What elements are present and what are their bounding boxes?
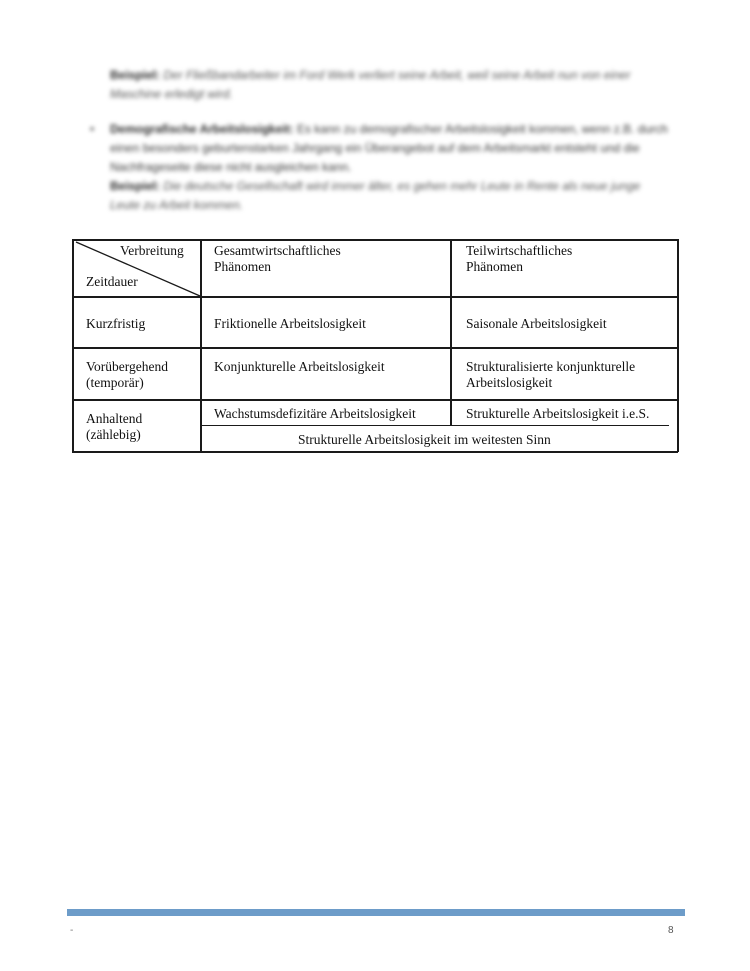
arbeitslosigkeit-table: [70, 235, 680, 455]
cell-friktionelle: Friktionelle Arbeitslosigkeit: [214, 316, 366, 331]
bullet-demografische-arbeitslosigkeit: [90, 120, 670, 215]
example-paragraph: [110, 66, 670, 104]
row-label-voruebergehend: Vorübergehend (temporär): [86, 359, 168, 390]
row-label-anhaltend: Anhaltend (zählebig): [86, 411, 143, 442]
corner-label-verbreitung: Verbreitung: [120, 243, 184, 258]
cell-strukturalisierte: Strukturalisierte konjunkturelle Arbeitslosigkeit: [466, 359, 636, 390]
header-teilwirtschaftlich: Teilwirtschaftliches Phänomen: [466, 243, 573, 274]
cell-strukturelle-weitesten-sinn: Strukturelle Arbeitslosigkeit im weitesten Sinn: [298, 432, 551, 447]
footer-bar: [67, 909, 685, 916]
bullet-example-label: Beispiel:: [110, 179, 161, 193]
cell-strukturelle-ies: Strukturelle Arbeitslosigkeit i.e.S.: [466, 406, 650, 421]
header-gesamtwirtschaftlich: Gesamtwirtschaftliches Phänomen: [214, 243, 341, 274]
table-row-divider-3: [72, 399, 678, 401]
table-border-right: [677, 239, 679, 452]
footer-left-mark: -: [70, 925, 74, 936]
page-number: 8: [668, 925, 674, 936]
bullet-dot: •: [90, 122, 95, 136]
example-text: Der Fließbandarbeiter im Ford Werk verliert seine Arbeit, weil seine Arbeit nun von einer Maschine erledigt wird.: [110, 68, 631, 101]
bullet-text: Es kann zu demografischer Arbeitslosigkeit kommen, wenn z.B. durch einen besonders geburtenstarken Jahrgang ein Überangebot auf dem Arbeitsmarkt entsteht und die Nachfrageseite diese nicht ausgleichen kann.: [110, 122, 668, 174]
table-row-divider-2: [72, 347, 678, 349]
table-col-divider-2: [450, 239, 452, 425]
cell-saisonale: Saisonale Arbeitslosigkeit: [466, 316, 607, 331]
bullet-term: Demografische Arbeitslosigkeit:: [110, 122, 294, 136]
row-label-kurzfristig: Kurzfristig: [86, 316, 146, 331]
bullet-example-text: Die deutsche Gesellschaft wird immer älter, es gehen mehr Leute in Rente als neue junge Leute zu Arbeit kommen.: [110, 179, 641, 212]
corner-label-zeitdauer: Zeitdauer: [86, 274, 138, 289]
cell-wachstumsdefizitaere: Wachstumsdefizitäre Arbeitslosigkeit: [214, 406, 416, 421]
table-span-divider: [201, 425, 669, 426]
table-border-bottom: [72, 451, 678, 453]
cell-konjunkturelle: Konjunkturelle Arbeitslosigkeit: [214, 359, 385, 374]
example-label: Beispiel:: [110, 68, 161, 82]
